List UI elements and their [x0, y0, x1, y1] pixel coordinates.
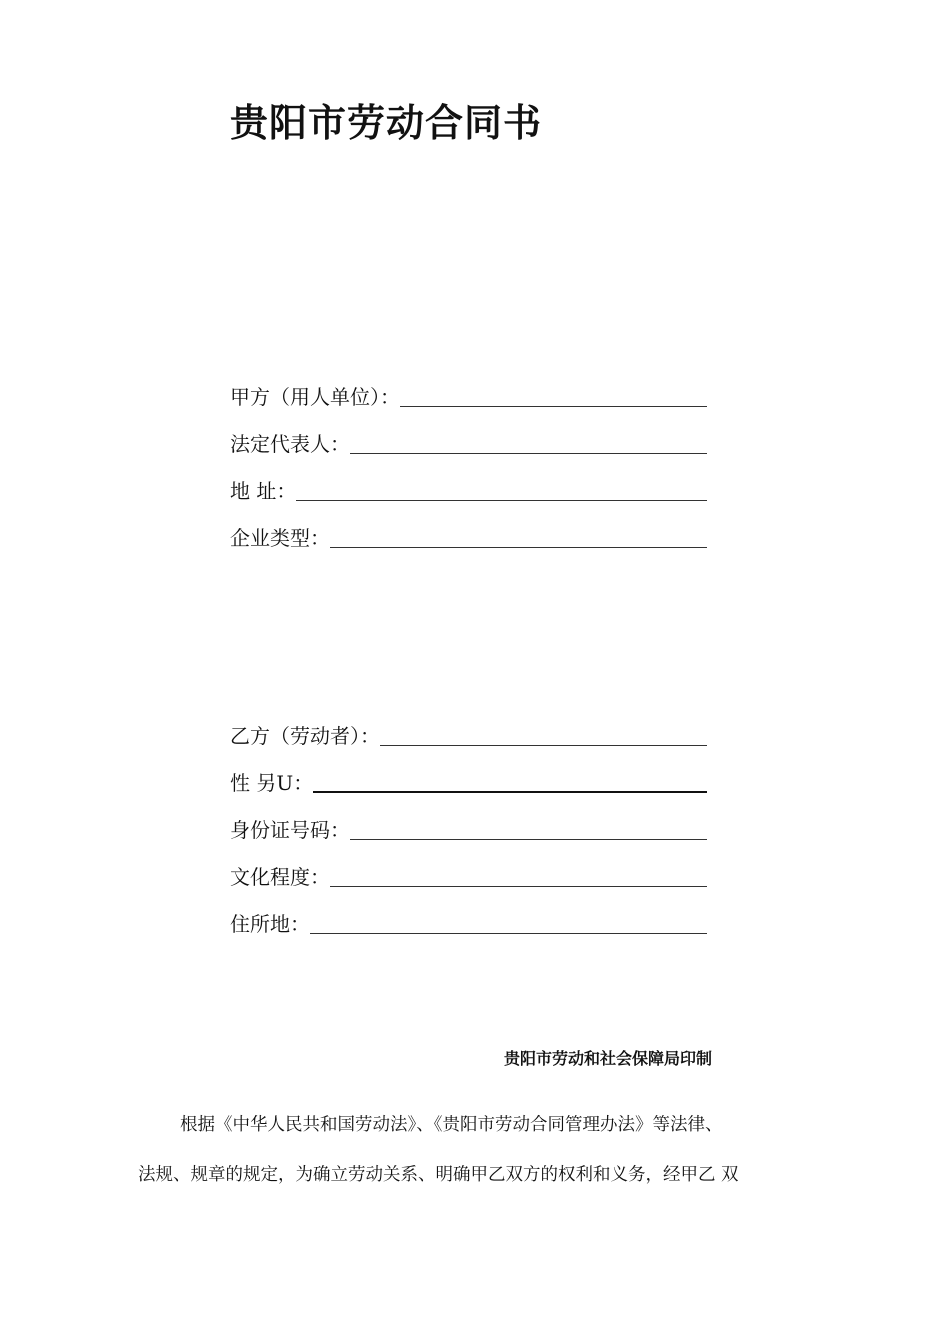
- worker-blank: [380, 725, 707, 746]
- enterprise-type-blank: [330, 527, 707, 548]
- education-blank: [330, 866, 707, 887]
- legal-rep-blank: [350, 433, 707, 454]
- gender-field: [230, 766, 707, 796]
- education-label: 文化程度：: [230, 865, 330, 889]
- address-field: [230, 474, 707, 504]
- id-number-blank: [350, 819, 707, 840]
- document-title: 贵阳市劳动合同书: [230, 101, 543, 145]
- residence-field: [230, 907, 707, 937]
- worker-label: 乙方（劳动者）：: [230, 724, 380, 748]
- id-number-field: [230, 813, 707, 843]
- id-number-label: 身份证号码：: [230, 818, 350, 842]
- preamble-line-2: 法规、规章的规定，为确立劳动关系、明确甲乙双方的权利和义务，经甲乙 双: [138, 1165, 739, 1185]
- employer-label: 甲方（用人单位）：: [230, 385, 400, 409]
- gender-label: 性 另U：: [230, 771, 314, 795]
- worker-field: [230, 719, 707, 749]
- education-field: [230, 860, 707, 890]
- enterprise-type-field: [230, 521, 707, 551]
- employer-field: [230, 380, 707, 410]
- legal-rep-label: 法定代表人：: [230, 432, 350, 456]
- enterprise-type-label: 企业类型：: [230, 526, 330, 550]
- residence-blank: [310, 913, 707, 934]
- residence-label: 住所地：: [230, 912, 310, 936]
- printer-credit: 贵阳市劳动和社会保障局印制: [503, 1049, 712, 1068]
- preamble-line-1: 根据《中华人民共和国劳动法》、《贵阳市劳动合同管理办法》等法律、: [180, 1115, 723, 1135]
- gender-blank: [313, 771, 707, 793]
- address-label: 地 址：: [230, 479, 297, 503]
- legal-rep-field: [230, 427, 707, 457]
- employer-blank: [400, 386, 707, 407]
- address-blank: [296, 480, 707, 501]
